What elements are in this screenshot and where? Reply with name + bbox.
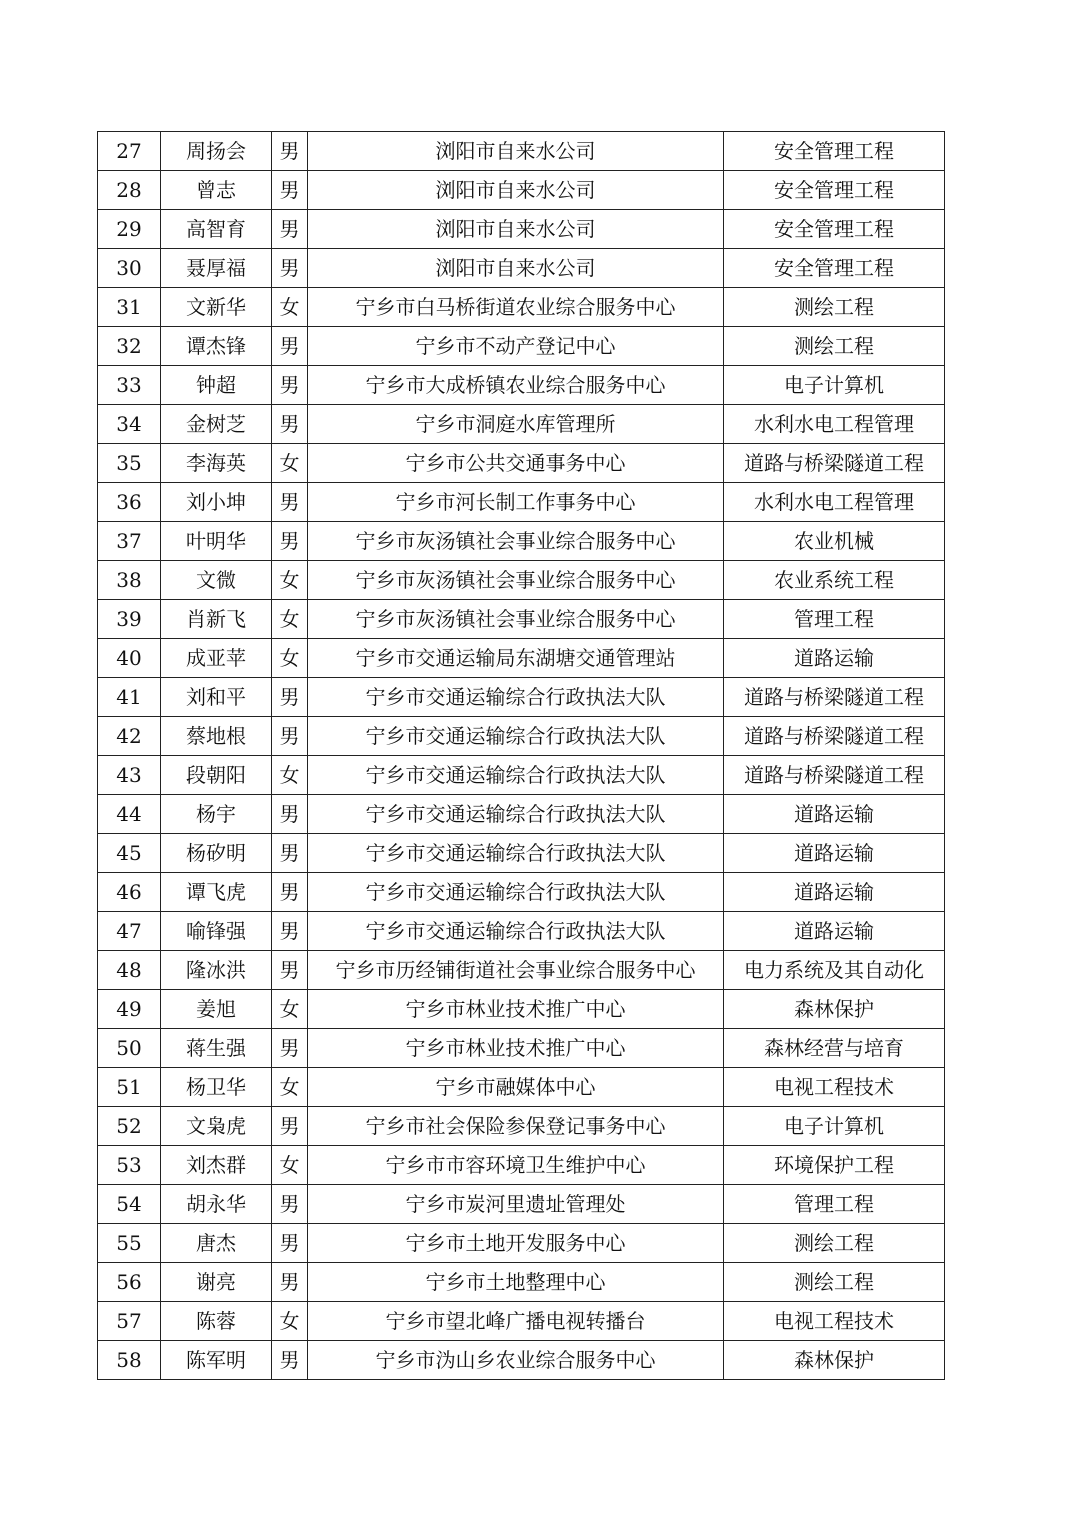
table-row <box>98 717 945 756</box>
cell-name: 高智育 <box>161 210 272 249</box>
table-row <box>98 1029 945 1068</box>
cell-number: 54 <box>98 1185 161 1224</box>
table-row <box>98 366 945 405</box>
cell-name: 唐杰 <box>161 1224 272 1263</box>
cell-name: 谭飞虎 <box>161 873 272 912</box>
table-row <box>98 1107 945 1146</box>
cell-gender: 男 <box>272 1185 308 1224</box>
cell-number: 28 <box>98 171 161 210</box>
table-row <box>98 1224 945 1263</box>
cell-name: 段朝阳 <box>161 756 272 795</box>
cell-major: 电视工程技术 <box>724 1302 945 1341</box>
cell-gender: 男 <box>272 327 308 366</box>
cell-gender: 女 <box>272 1146 308 1185</box>
table-row <box>98 756 945 795</box>
cell-major: 电子计算机 <box>724 366 945 405</box>
cell-major: 水利水电工程管理 <box>724 405 945 444</box>
cell-major: 道路运输 <box>724 834 945 873</box>
cell-major: 测绘工程 <box>724 327 945 366</box>
table-row <box>98 483 945 522</box>
cell-gender: 男 <box>272 873 308 912</box>
cell-unit: 浏阳市自来水公司 <box>308 249 724 288</box>
personnel-table <box>97 131 945 1380</box>
cell-name: 刘和平 <box>161 678 272 717</box>
cell-name: 喻锋强 <box>161 912 272 951</box>
cell-number: 40 <box>98 639 161 678</box>
cell-number: 34 <box>98 405 161 444</box>
cell-major: 道路运输 <box>724 639 945 678</box>
cell-number: 38 <box>98 561 161 600</box>
cell-unit: 宁乡市灰汤镇社会事业综合服务中心 <box>308 522 724 561</box>
table-row <box>98 132 945 171</box>
cell-major: 森林经营与培育 <box>724 1029 945 1068</box>
table-row <box>98 405 945 444</box>
cell-name: 叶明华 <box>161 522 272 561</box>
cell-gender: 男 <box>272 1224 308 1263</box>
table-row <box>98 1068 945 1107</box>
cell-name: 杨宇 <box>161 795 272 834</box>
cell-number: 56 <box>98 1263 161 1302</box>
cell-name: 杨卫华 <box>161 1068 272 1107</box>
cell-name: 杨矽明 <box>161 834 272 873</box>
cell-number: 45 <box>98 834 161 873</box>
cell-gender: 女 <box>272 444 308 483</box>
cell-gender: 男 <box>272 795 308 834</box>
cell-unit: 宁乡市公共交通事务中心 <box>308 444 724 483</box>
cell-unit: 宁乡市交通运输综合行政执法大队 <box>308 717 724 756</box>
cell-name: 姜旭 <box>161 990 272 1029</box>
cell-name: 周扬会 <box>161 132 272 171</box>
cell-number: 30 <box>98 249 161 288</box>
cell-name: 陈军明 <box>161 1341 272 1380</box>
cell-unit: 宁乡市历经铺街道社会事业综合服务中心 <box>308 951 724 990</box>
cell-number: 27 <box>98 132 161 171</box>
cell-name: 隆冰洪 <box>161 951 272 990</box>
table-row <box>98 1263 945 1302</box>
cell-name: 谢亮 <box>161 1263 272 1302</box>
cell-unit: 宁乡市社会保险参保登记事务中心 <box>308 1107 724 1146</box>
cell-gender: 男 <box>272 522 308 561</box>
table-row <box>98 600 945 639</box>
cell-major: 道路与桥梁隧道工程 <box>724 678 945 717</box>
cell-unit: 宁乡市融媒体中心 <box>308 1068 724 1107</box>
cell-unit: 宁乡市沩山乡农业综合服务中心 <box>308 1341 724 1380</box>
cell-gender: 男 <box>272 1029 308 1068</box>
cell-unit: 宁乡市不动产登记中心 <box>308 327 724 366</box>
cell-gender: 男 <box>272 912 308 951</box>
cell-gender: 男 <box>272 1107 308 1146</box>
cell-unit: 宁乡市河长制工作事务中心 <box>308 483 724 522</box>
cell-major: 水利水电工程管理 <box>724 483 945 522</box>
cell-number: 33 <box>98 366 161 405</box>
cell-number: 52 <box>98 1107 161 1146</box>
cell-gender: 女 <box>272 1302 308 1341</box>
table-row <box>98 951 945 990</box>
table-row <box>98 249 945 288</box>
cell-gender: 男 <box>272 405 308 444</box>
cell-unit: 宁乡市林业技术推广中心 <box>308 1029 724 1068</box>
cell-major: 道路与桥梁隧道工程 <box>724 717 945 756</box>
table-row <box>98 912 945 951</box>
cell-gender: 女 <box>272 990 308 1029</box>
cell-gender: 男 <box>272 132 308 171</box>
table-row <box>98 522 945 561</box>
cell-name: 文新华 <box>161 288 272 327</box>
cell-unit: 宁乡市林业技术推广中心 <box>308 990 724 1029</box>
cell-unit: 浏阳市自来水公司 <box>308 132 724 171</box>
cell-major: 环境保护工程 <box>724 1146 945 1185</box>
cell-major: 管理工程 <box>724 1185 945 1224</box>
table-row <box>98 873 945 912</box>
cell-name: 聂厚福 <box>161 249 272 288</box>
cell-number: 53 <box>98 1146 161 1185</box>
cell-number: 50 <box>98 1029 161 1068</box>
cell-name: 钟超 <box>161 366 272 405</box>
cell-number: 41 <box>98 678 161 717</box>
cell-major: 安全管理工程 <box>724 210 945 249</box>
cell-number: 39 <box>98 600 161 639</box>
cell-number: 37 <box>98 522 161 561</box>
cell-number: 46 <box>98 873 161 912</box>
cell-gender: 男 <box>272 366 308 405</box>
table-row <box>98 1146 945 1185</box>
cell-major: 道路运输 <box>724 795 945 834</box>
table-row <box>98 171 945 210</box>
cell-number: 51 <box>98 1068 161 1107</box>
cell-number: 42 <box>98 717 161 756</box>
cell-number: 35 <box>98 444 161 483</box>
cell-unit: 宁乡市交通运输局东湖塘交通管理站 <box>308 639 724 678</box>
cell-gender: 男 <box>272 951 308 990</box>
table-row <box>98 1185 945 1224</box>
cell-number: 49 <box>98 990 161 1029</box>
cell-unit: 宁乡市市容环境卫生维护中心 <box>308 1146 724 1185</box>
cell-major: 道路与桥梁隧道工程 <box>724 756 945 795</box>
cell-name: 文微 <box>161 561 272 600</box>
cell-name: 曾志 <box>161 171 272 210</box>
cell-name: 成亚苹 <box>161 639 272 678</box>
cell-number: 57 <box>98 1302 161 1341</box>
cell-major: 道路运输 <box>724 873 945 912</box>
cell-gender: 女 <box>272 561 308 600</box>
cell-unit: 浏阳市自来水公司 <box>308 210 724 249</box>
cell-number: 29 <box>98 210 161 249</box>
cell-gender: 男 <box>272 1263 308 1302</box>
cell-unit: 宁乡市灰汤镇社会事业综合服务中心 <box>308 600 724 639</box>
cell-number: 58 <box>98 1341 161 1380</box>
cell-major: 管理工程 <box>724 600 945 639</box>
cell-unit: 宁乡市望北峰广播电视转播台 <box>308 1302 724 1341</box>
cell-number: 36 <box>98 483 161 522</box>
cell-gender: 男 <box>272 171 308 210</box>
cell-major: 测绘工程 <box>724 1263 945 1302</box>
cell-major: 电力系统及其自动化 <box>724 951 945 990</box>
cell-gender: 男 <box>272 834 308 873</box>
cell-name: 蔡地根 <box>161 717 272 756</box>
cell-major: 测绘工程 <box>724 288 945 327</box>
table-row <box>98 990 945 1029</box>
cell-gender: 女 <box>272 1068 308 1107</box>
cell-unit: 宁乡市白马桥街道农业综合服务中心 <box>308 288 724 327</box>
cell-major: 安全管理工程 <box>724 171 945 210</box>
cell-gender: 女 <box>272 756 308 795</box>
cell-number: 47 <box>98 912 161 951</box>
cell-unit: 宁乡市洞庭水库管理所 <box>308 405 724 444</box>
table-row <box>98 1341 945 1380</box>
cell-unit: 宁乡市交通运输综合行政执法大队 <box>308 678 724 717</box>
cell-unit: 浏阳市自来水公司 <box>308 171 724 210</box>
table-row <box>98 1302 945 1341</box>
cell-gender: 男 <box>272 1341 308 1380</box>
table-row <box>98 639 945 678</box>
cell-number: 31 <box>98 288 161 327</box>
table-row <box>98 210 945 249</box>
cell-name: 李海英 <box>161 444 272 483</box>
cell-unit: 宁乡市土地整理中心 <box>308 1263 724 1302</box>
cell-name: 刘小坤 <box>161 483 272 522</box>
cell-gender: 女 <box>272 639 308 678</box>
table-row <box>98 288 945 327</box>
cell-major: 森林保护 <box>724 1341 945 1380</box>
table-row <box>98 327 945 366</box>
cell-gender: 男 <box>272 483 308 522</box>
cell-major: 道路运输 <box>724 912 945 951</box>
cell-gender: 男 <box>272 717 308 756</box>
cell-name: 胡永华 <box>161 1185 272 1224</box>
table-row <box>98 561 945 600</box>
cell-number: 55 <box>98 1224 161 1263</box>
cell-number: 32 <box>98 327 161 366</box>
table-row <box>98 678 945 717</box>
cell-gender: 男 <box>272 210 308 249</box>
cell-major: 森林保护 <box>724 990 945 1029</box>
cell-major: 安全管理工程 <box>724 132 945 171</box>
cell-gender: 男 <box>272 678 308 717</box>
cell-name: 金树芝 <box>161 405 272 444</box>
cell-gender: 女 <box>272 600 308 639</box>
cell-major: 电子计算机 <box>724 1107 945 1146</box>
personnel-table-body <box>98 132 945 1380</box>
cell-major: 农业机械 <box>724 522 945 561</box>
cell-major: 电视工程技术 <box>724 1068 945 1107</box>
table-row <box>98 444 945 483</box>
table-row <box>98 834 945 873</box>
cell-name: 刘杰群 <box>161 1146 272 1185</box>
cell-number: 43 <box>98 756 161 795</box>
cell-major: 测绘工程 <box>724 1224 945 1263</box>
cell-unit: 宁乡市土地开发服务中心 <box>308 1224 724 1263</box>
cell-unit: 宁乡市交通运输综合行政执法大队 <box>308 756 724 795</box>
cell-unit: 宁乡市交通运输综合行政执法大队 <box>308 873 724 912</box>
cell-name: 肖新飞 <box>161 600 272 639</box>
table-row <box>98 795 945 834</box>
cell-number: 48 <box>98 951 161 990</box>
cell-unit: 宁乡市大成桥镇农业综合服务中心 <box>308 366 724 405</box>
cell-name: 文枭虎 <box>161 1107 272 1146</box>
cell-major: 道路与桥梁隧道工程 <box>724 444 945 483</box>
cell-major: 农业系统工程 <box>724 561 945 600</box>
cell-unit: 宁乡市灰汤镇社会事业综合服务中心 <box>308 561 724 600</box>
cell-name: 陈蓉 <box>161 1302 272 1341</box>
cell-unit: 宁乡市交通运输综合行政执法大队 <box>308 912 724 951</box>
cell-number: 44 <box>98 795 161 834</box>
cell-name: 蒋生强 <box>161 1029 272 1068</box>
cell-gender: 女 <box>272 288 308 327</box>
cell-name: 谭杰锋 <box>161 327 272 366</box>
cell-gender: 男 <box>272 249 308 288</box>
cell-unit: 宁乡市炭河里遗址管理处 <box>308 1185 724 1224</box>
cell-unit: 宁乡市交通运输综合行政执法大队 <box>308 795 724 834</box>
cell-unit: 宁乡市交通运输综合行政执法大队 <box>308 834 724 873</box>
cell-major: 安全管理工程 <box>724 249 945 288</box>
